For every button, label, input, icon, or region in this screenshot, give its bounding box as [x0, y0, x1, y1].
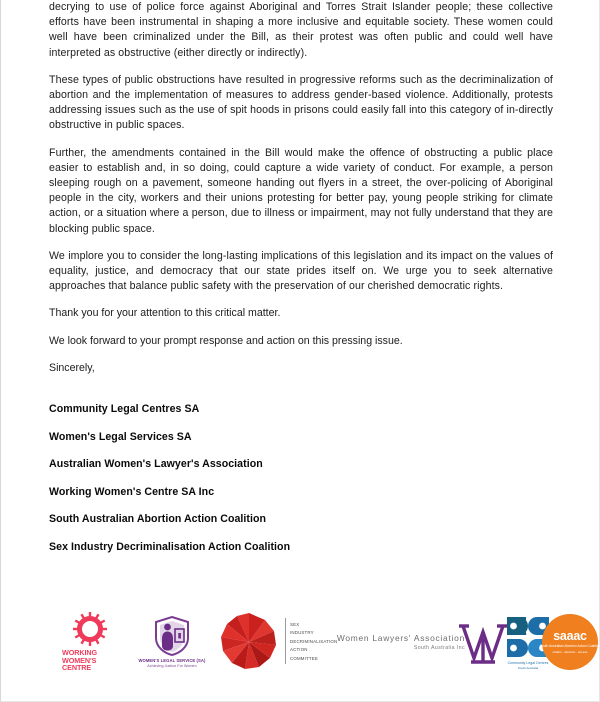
sidac-line-4: ACTION — [290, 647, 308, 653]
wwc-wordmark — [62, 649, 118, 672]
umbrella-icon — [218, 611, 280, 673]
divider — [285, 618, 286, 664]
wwc-line-1: WORKING — [62, 648, 98, 658]
wlss-tagline-1: WOMEN'S LEGAL SERVICE (SA) — [138, 657, 206, 663]
letter-body — [49, 0, 553, 567]
paragraph-1: decrying to use of police force against Aboriginal and Torres Strait Islander people; these collective efforts have been instrumental in shaping a more inclusive and equitable society. These women could well have been criminalized under the Bill, as their protest was often public and could well have interpreted as obstructive (either directly or indirectly). — [49, 1, 553, 59]
list-item: South Australian Abortion Action Coalition — [49, 513, 267, 526]
sidac-wordmark — [285, 621, 337, 664]
saaac-logo — [541, 606, 599, 678]
paragraph-3: Further, the amendments contained in the Bill would make the offence of obstructing a public place easier to establish and, in so doing, could capture a wide variety of conduct. For example, a person sleeping rough on a pavement, someone handing out flyers in a street, the over-policing of Aboriginal people in the city, workers and their unions protesting for better pay, young people striking for climate action, or a situation where a person, due to illness or impairment, may not fully understand that they are blocking public space. — [49, 146, 553, 235]
closing-line: We look forward to your prompt response and action on this pressing issue. — [49, 334, 403, 347]
list-item: Working Women's Centre SA Inc — [49, 485, 215, 498]
wwc-line-2: WOMEN'S — [62, 655, 97, 665]
sidac-line-5: COMMITTEE — [290, 655, 318, 661]
sidac-line-3: DECRIMINALISATION — [290, 638, 338, 644]
list-item: Australian Women's Lawyer's Association — [49, 458, 263, 471]
saaac-subtitle-2: chatful . abortion . access — [552, 650, 588, 655]
red-umbrella-logo — [217, 606, 281, 678]
saaac-circle — [539, 614, 600, 670]
list-item: Community Legal Centres SA — [49, 403, 200, 416]
working-womens-centre-logo — [57, 606, 123, 678]
wla-line-1: Women Lawyers' Association — [336, 632, 465, 643]
list-item: Sex Industry Decriminalisation Action Coalition — [49, 540, 291, 553]
clc-tagline-2: South Australia — [517, 665, 539, 670]
shield-figure-icon — [153, 616, 191, 656]
clc-tagline-1: Community Legal Centres — [507, 660, 549, 665]
paragraph-2: These types of public obstructions have resulted in progressive reforms such as the decriminalization of abortion and the implementation of measures to address gender-based violence. Additionally, protests addressing issues such as the use of spit hoods in prisons could easily fall into this category of in-directly obstructive in public spaces. — [49, 73, 553, 132]
women-lawyers-association-wordmark — [336, 606, 465, 678]
womens-legal-services-logo — [135, 606, 209, 678]
footer-logo-row — [49, 606, 600, 678]
sidac-line-1: SEX — [290, 621, 300, 627]
starburst-icon — [73, 612, 107, 646]
wwc-line-3: CENTRE — [62, 663, 92, 673]
paragraph-4: We implore you to consider the long-lasting implications of this legislation and its impact on the values of equality, justice, and democracy that our state prides itself on. We urge you to seek alternative approaches that balance public safety with the preservation of our cherished democratic rights. — [49, 249, 553, 293]
saaac-subtitle-1: South Australian Abortion Action Coalition — [539, 644, 600, 649]
sign-off: Sincerely, — [49, 361, 95, 374]
list-item: Women's Legal Services SA — [49, 430, 192, 443]
wla-line-2: South Australia Inc — [413, 645, 465, 652]
saaac-wordmark: saaac — [553, 628, 587, 643]
sidac-line-2: INDUSTRY — [290, 630, 314, 636]
thanks-line: Thank you for your attention to this critical matter. — [49, 307, 281, 320]
signatory-list — [49, 402, 553, 554]
wlss-tagline-2: Achieving Justice For Women — [147, 664, 197, 669]
